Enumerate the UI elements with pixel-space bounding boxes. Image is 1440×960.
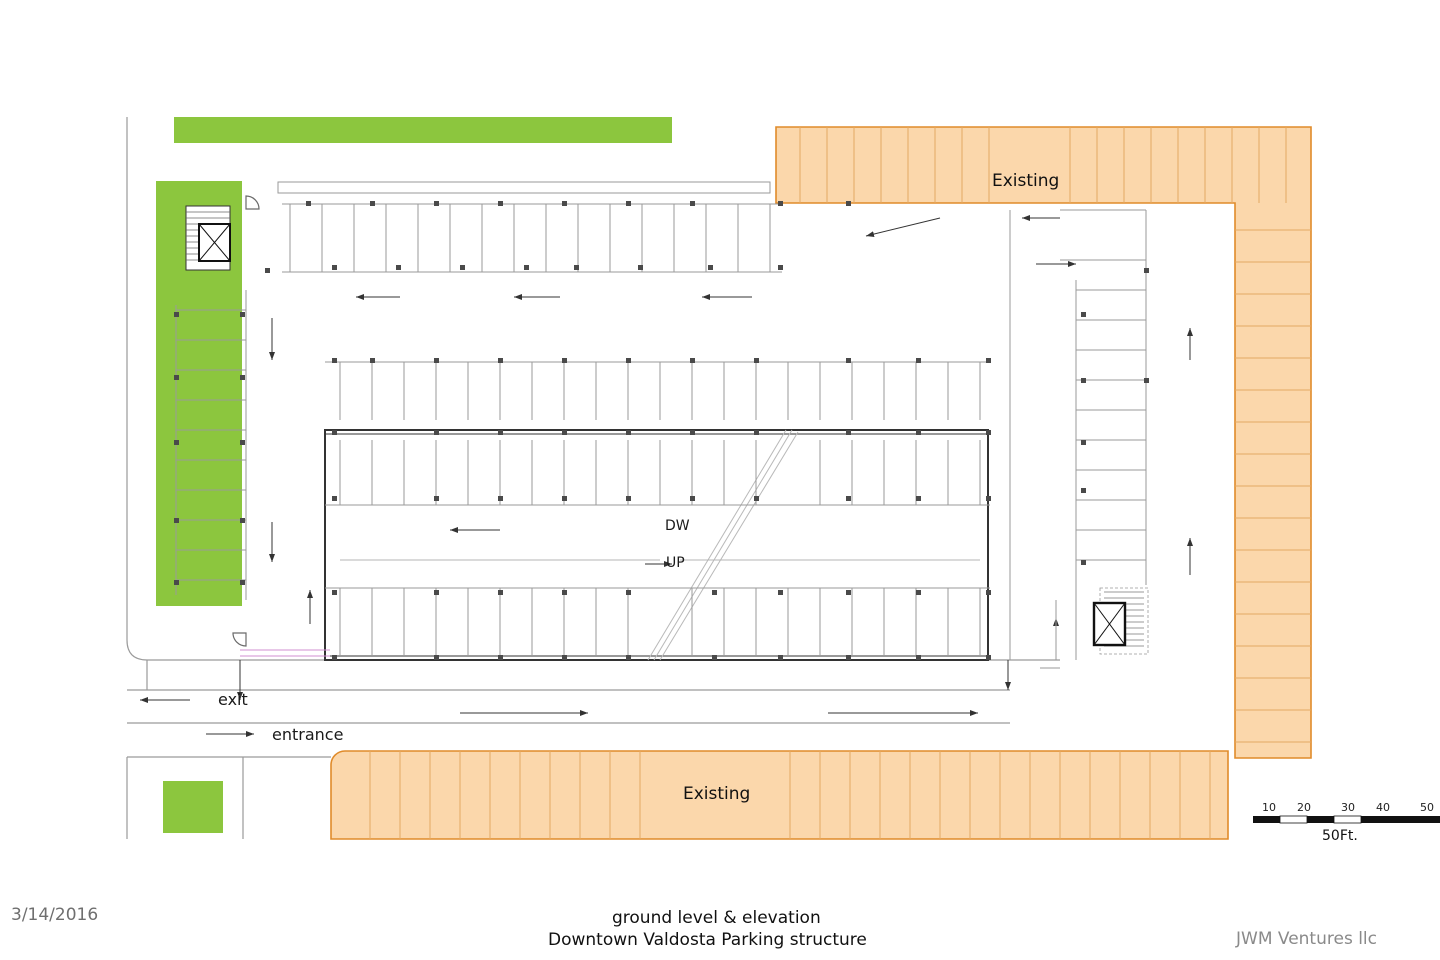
drawing-title-line-1: ground level & elevation: [612, 908, 821, 928]
green-strip-top: [174, 117, 672, 143]
existing-buildings: [331, 127, 1311, 839]
scale-tick-20: 20: [1297, 801, 1311, 814]
canopy-band-top: [278, 182, 770, 193]
scale-tick-50: 50: [1420, 801, 1434, 814]
label-exit: exit: [218, 690, 248, 709]
deck-right-guides: [1010, 210, 1060, 668]
utility-line: [240, 650, 330, 656]
stalls-deck-row-a: [325, 362, 990, 420]
stalls-right-bank: [1060, 210, 1146, 660]
drawing-title-line-2: Downtown Valdosta Parking structure: [548, 930, 867, 950]
existing-building-top-right: [776, 127, 1311, 758]
existing-building-bottom: [331, 751, 1228, 839]
stair-core-southeast: [1094, 588, 1148, 654]
label-dw: DW: [665, 518, 690, 534]
scale-tick-10: 10: [1262, 801, 1276, 814]
scale-tick-30: 30: [1341, 801, 1355, 814]
stalls-top-row: [282, 204, 782, 272]
street-edges: [127, 117, 1060, 839]
scale-bar-graphic: [1253, 816, 1440, 823]
green-patch-bottom-left: [163, 781, 223, 833]
label-existing-top: Existing: [992, 171, 1060, 191]
drawing-credit: JWM Ventures llc: [1236, 929, 1378, 949]
scale-caption: 50Ft.: [1322, 828, 1358, 844]
scale-tick-40: 40: [1376, 801, 1390, 814]
stair-core-northwest: [186, 206, 230, 270]
drawing-date: 3/14/2016: [11, 905, 99, 925]
green-areas: [156, 117, 672, 833]
label-up: UP: [666, 555, 685, 571]
parking-deck-outline: [325, 430, 988, 660]
label-existing-bottom: Existing: [683, 784, 751, 804]
label-entrance: entrance: [272, 725, 344, 744]
circulation-arrows: [140, 218, 1190, 734]
stalls-deck-row-b: [325, 440, 990, 505]
